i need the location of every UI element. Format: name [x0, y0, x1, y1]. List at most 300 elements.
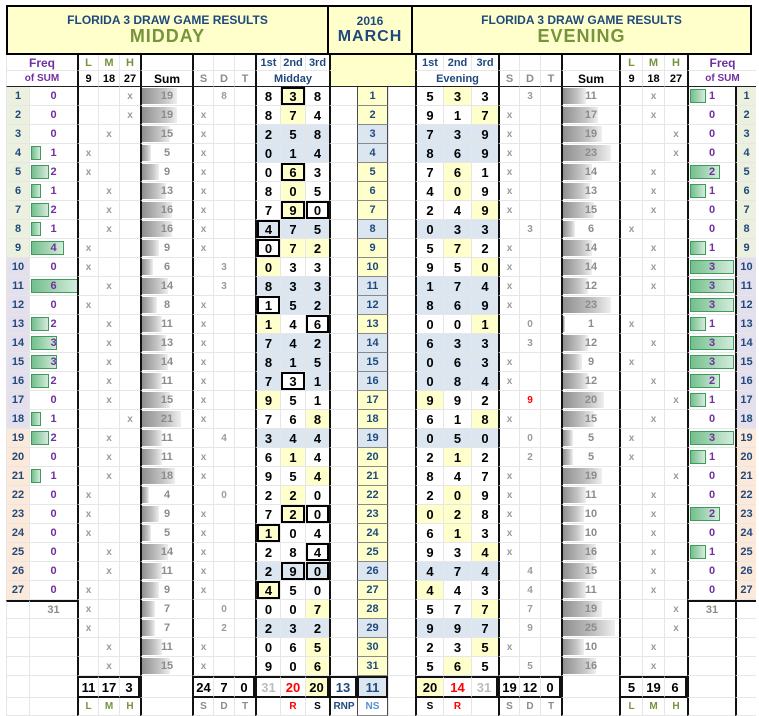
evening-digit-cell[interactable]: 3	[443, 87, 471, 106]
midday-digit-cell[interactable]: 1	[255, 315, 280, 334]
sum-cell[interactable]: 9	[140, 505, 192, 524]
lmh-mark-cell[interactable]	[119, 619, 140, 638]
sdt-cell[interactable]: x	[498, 182, 519, 201]
sdt-cell[interactable]: x	[498, 125, 519, 144]
draw-position-header[interactable]: 2nd	[443, 55, 471, 71]
total-cell[interactable]	[687, 676, 735, 698]
lmh-mark-cell[interactable]	[98, 486, 119, 505]
row-number[interactable]: 13	[735, 315, 756, 334]
lmh-header[interactable]: L	[77, 55, 98, 71]
sdt-cell[interactable]: 9	[519, 391, 540, 410]
midday-digit-cell[interactable]: 3	[280, 277, 305, 296]
lmh-mark-cell[interactable]	[77, 638, 98, 657]
total-cell[interactable]: 17	[98, 676, 119, 698]
lmh-mark-cell[interactable]	[119, 638, 140, 657]
sdt-cell[interactable]: x	[192, 144, 213, 163]
sum-cell[interactable]: 8	[140, 296, 192, 315]
sum-cell[interactable]: 14	[140, 543, 192, 562]
sdt-cell[interactable]	[192, 600, 213, 619]
total-cell[interactable]: 6	[664, 676, 687, 698]
sdt-cell[interactable]: x	[192, 638, 213, 657]
date-cell[interactable]: 5	[357, 163, 388, 182]
sdt-cell[interactable]: x	[192, 296, 213, 315]
blank-header[interactable]	[519, 55, 540, 71]
date-cell[interactable]: 25	[357, 543, 388, 562]
lmh-mark-cell[interactable]	[77, 315, 98, 334]
sdt-cell[interactable]	[192, 87, 213, 106]
midday-digit-cell[interactable]: 3	[280, 372, 305, 391]
sdt-cell[interactable]	[213, 543, 234, 562]
lmh-mark-cell[interactable]	[119, 315, 140, 334]
freq-cell[interactable]	[687, 657, 735, 676]
blank-header[interactable]	[540, 55, 561, 71]
evening-digit-cell[interactable]: 9	[471, 182, 498, 201]
sdt-cell[interactable]	[540, 448, 561, 467]
sdt-cell[interactable]: 5	[519, 657, 540, 676]
sdt-cell[interactable]	[192, 429, 213, 448]
lmh-mark-cell[interactable]	[119, 277, 140, 296]
sdt-cell[interactable]	[213, 410, 234, 429]
lmh-mark-cell[interactable]	[119, 467, 140, 486]
sdt-cell[interactable]: 3	[519, 87, 540, 106]
row-number[interactable]: 7	[6, 201, 29, 220]
lmh-mark-cell[interactable]	[664, 524, 687, 543]
lmh-mark-cell[interactable]	[119, 163, 140, 182]
evening-digit-cell[interactable]: 0	[415, 220, 443, 239]
midday-digit-cell[interactable]: 7	[280, 239, 305, 258]
sdt-cell[interactable]	[519, 467, 540, 486]
midday-digit-cell[interactable]: 2	[255, 619, 280, 638]
draw-position-header[interactable]: 1st	[255, 55, 280, 71]
lmh-mark-cell[interactable]	[119, 524, 140, 543]
evening-digit-cell[interactable]: 3	[471, 334, 498, 353]
sdt-cell[interactable]	[540, 467, 561, 486]
lmh-mark-cell[interactable]: x	[619, 353, 642, 372]
sdt-cell[interactable]	[213, 391, 234, 410]
evening-digit-cell[interactable]: 1	[443, 524, 471, 543]
lmh-mark-cell[interactable]: x	[642, 258, 664, 277]
evening-digit-cell[interactable]: 0	[415, 315, 443, 334]
sum-cell[interactable]: 1	[561, 315, 619, 334]
blank-header[interactable]	[561, 55, 619, 71]
lmh-mark-cell[interactable]	[619, 524, 642, 543]
lmh-mark-cell[interactable]	[664, 448, 687, 467]
sum-cell[interactable]: 20	[561, 391, 619, 410]
midday-digit-cell[interactable]: 6	[280, 638, 305, 657]
sdt-cell[interactable]	[192, 619, 213, 638]
total-cell[interactable]	[140, 676, 192, 698]
midday-digit-cell[interactable]: 7	[255, 505, 280, 524]
sdt-cell[interactable]	[498, 391, 519, 410]
total-cell[interactable]: 19	[498, 676, 519, 698]
sdt-header[interactable]: T	[540, 71, 561, 87]
row-number[interactable]: 5	[735, 163, 756, 182]
evening-digit-cell[interactable]: 1	[415, 277, 443, 296]
midday-digit-cell[interactable]: 5	[280, 391, 305, 410]
evening-digit-cell[interactable]: 1	[443, 448, 471, 467]
lmh-mark-cell[interactable]	[77, 372, 98, 391]
sdt-cell[interactable]: x	[192, 657, 213, 676]
freq-cell[interactable]: 3	[687, 429, 735, 448]
evening-digit-cell[interactable]: 9	[415, 543, 443, 562]
midday-digit-cell[interactable]: 0	[280, 600, 305, 619]
evening-digit-cell[interactable]: 6	[415, 410, 443, 429]
sum-cell[interactable]: 14	[561, 239, 619, 258]
sdt-cell[interactable]	[540, 144, 561, 163]
evening-digit-cell[interactable]: 8	[443, 372, 471, 391]
row-number[interactable]: 14	[6, 334, 29, 353]
lmh-mark-cell[interactable]: x	[642, 163, 664, 182]
sdt-cell[interactable]	[213, 220, 234, 239]
lmh-header[interactable]: M	[642, 55, 664, 71]
evening-digit-cell[interactable]: 7	[471, 619, 498, 638]
sdt-cell[interactable]: 3	[213, 277, 234, 296]
blank-header[interactable]	[192, 55, 213, 71]
lmh-mark-cell[interactable]	[98, 163, 119, 182]
lmh-mark-cell[interactable]	[77, 448, 98, 467]
date-cell[interactable]: 9	[357, 239, 388, 258]
freq-cell[interactable]: 3	[687, 258, 735, 277]
row-number[interactable]: 21	[735, 467, 756, 486]
evening-digit-cell[interactable]: 5	[415, 239, 443, 258]
midday-digit-cell[interactable]: 9	[255, 467, 280, 486]
row-number[interactable]: 15	[735, 353, 756, 372]
midday-digit-cell[interactable]: 0	[255, 258, 280, 277]
lmh-mark-cell[interactable]: x	[642, 106, 664, 125]
evening-digit-cell[interactable]: 1	[443, 410, 471, 429]
lmh-mark-cell[interactable]	[664, 87, 687, 106]
lmh-mark-cell[interactable]: x	[642, 657, 664, 676]
sdt-cell[interactable]: 2	[213, 619, 234, 638]
evening-digit-cell[interactable]: 7	[415, 163, 443, 182]
sum-cell[interactable]: 9	[140, 581, 192, 600]
sdt-header[interactable]: S	[498, 71, 519, 87]
freq-cell[interactable]: 0	[29, 87, 77, 106]
midday-digit-cell[interactable]: 3	[305, 258, 329, 277]
lmh-mark-cell[interactable]	[619, 144, 642, 163]
midday-digit-cell[interactable]: 6	[280, 410, 305, 429]
sdt-cell[interactable]	[213, 657, 234, 676]
sdt-cell[interactable]	[519, 372, 540, 391]
sum-cell[interactable]: 23	[561, 144, 619, 163]
lmh-mark-cell[interactable]: x	[98, 657, 119, 676]
sdt-cell[interactable]	[234, 201, 255, 220]
sdt-cell[interactable]	[234, 372, 255, 391]
midday-digit-cell[interactable]: 7	[255, 334, 280, 353]
range-header[interactable]: 18	[642, 71, 664, 87]
sdt-cell[interactable]	[234, 562, 255, 581]
sdt-cell[interactable]	[213, 144, 234, 163]
sdt-cell[interactable]	[540, 87, 561, 106]
midday-digit-cell[interactable]: 2	[255, 562, 280, 581]
sdt-cell[interactable]	[540, 619, 561, 638]
midday-digit-cell[interactable]: 0	[280, 182, 305, 201]
date-cell[interactable]: 8	[357, 220, 388, 239]
freq-cell[interactable]: 0	[29, 106, 77, 125]
freq-cell[interactable]: 1	[687, 448, 735, 467]
sdt-cell[interactable]	[213, 334, 234, 353]
lmh-mark-cell[interactable]	[619, 201, 642, 220]
sdt-cell[interactable]: x	[498, 144, 519, 163]
lmh-mark-cell[interactable]	[77, 429, 98, 448]
sdt-cell[interactable]: x	[192, 562, 213, 581]
sdt-cell[interactable]: 9	[519, 619, 540, 638]
lmh-mark-cell[interactable]	[119, 657, 140, 676]
lmh-mark-cell[interactable]	[619, 467, 642, 486]
lmh-mark-cell[interactable]	[664, 315, 687, 334]
date-cell[interactable]: 10	[357, 258, 388, 277]
sdt-cell[interactable]	[519, 182, 540, 201]
sdt-cell[interactable]	[519, 277, 540, 296]
row-number[interactable]: 27	[6, 581, 29, 600]
lmh-mark-cell[interactable]	[619, 239, 642, 258]
freq-cell[interactable]: 3	[29, 334, 77, 353]
lmh-header[interactable]: L	[619, 55, 642, 71]
row-number[interactable]: 19	[6, 429, 29, 448]
sdt-cell[interactable]: x	[498, 201, 519, 220]
sdt-cell[interactable]	[213, 296, 234, 315]
freq-cell[interactable]: 1	[29, 182, 77, 201]
lmh-mark-cell[interactable]: x	[77, 144, 98, 163]
sdt-cell[interactable]	[519, 410, 540, 429]
sdt-cell[interactable]: x	[192, 391, 213, 410]
lmh-mark-cell[interactable]	[77, 467, 98, 486]
midday-digit-cell[interactable]: 7	[280, 106, 305, 125]
sdt-cell[interactable]: x	[498, 296, 519, 315]
sum-cell[interactable]: 19	[561, 600, 619, 619]
sdt-cell[interactable]	[234, 619, 255, 638]
lmh-mark-cell[interactable]	[642, 429, 664, 448]
lmh-mark-cell[interactable]: x	[664, 619, 687, 638]
midday-digit-cell[interactable]: 8	[305, 87, 329, 106]
lmh-mark-cell[interactable]	[664, 296, 687, 315]
lmh-mark-cell[interactable]: x	[619, 220, 642, 239]
lmh-mark-cell[interactable]	[619, 277, 642, 296]
sdt-cell[interactable]	[498, 334, 519, 353]
lmh-mark-cell[interactable]	[642, 467, 664, 486]
row-number[interactable]: 3	[735, 125, 756, 144]
lmh-mark-cell[interactable]	[98, 410, 119, 429]
midday-digit-cell[interactable]: 0	[305, 505, 329, 524]
midday-digit-cell[interactable]: 5	[280, 125, 305, 144]
midday-digit-cell[interactable]: 7	[255, 201, 280, 220]
freq-cell[interactable]: 1	[687, 87, 735, 106]
sdt-cell[interactable]: x	[192, 372, 213, 391]
midday-digit-cell[interactable]: 0	[305, 562, 329, 581]
freq-cell[interactable]	[29, 638, 77, 657]
sdt-cell[interactable]	[234, 125, 255, 144]
sdt-cell[interactable]	[540, 372, 561, 391]
lmh-mark-cell[interactable]	[77, 220, 98, 239]
lmh-mark-cell[interactable]	[619, 87, 642, 106]
sdt-cell[interactable]	[540, 562, 561, 581]
row-number[interactable]: 2	[6, 106, 29, 125]
sdt-cell[interactable]	[540, 182, 561, 201]
midday-digit-cell[interactable]: 6	[305, 315, 329, 334]
evening-digit-cell[interactable]: 8	[471, 505, 498, 524]
sum-header[interactable]: Sum	[140, 71, 192, 87]
freq-cell[interactable]: 2	[29, 163, 77, 182]
date-cell[interactable]: 15	[357, 353, 388, 372]
sum-cell[interactable]: 14	[561, 258, 619, 277]
midday-digit-cell[interactable]: 3	[305, 277, 329, 296]
sdt-cell[interactable]: 0	[213, 486, 234, 505]
sdt-cell[interactable]	[540, 429, 561, 448]
lmh-mark-cell[interactable]: x	[642, 505, 664, 524]
date-cell[interactable]: 28	[357, 600, 388, 619]
sdt-cell[interactable]	[213, 353, 234, 372]
lmh-mark-cell[interactable]: x	[98, 201, 119, 220]
row-number[interactable]	[735, 619, 756, 638]
sdt-cell[interactable]	[498, 220, 519, 239]
sdt-cell[interactable]	[498, 429, 519, 448]
row-number[interactable]: 17	[6, 391, 29, 410]
sdt-cell[interactable]: x	[192, 239, 213, 258]
evening-digit-cell[interactable]: 4	[415, 581, 443, 600]
sum-cell[interactable]: 5	[140, 524, 192, 543]
sum-cell[interactable]: 14	[140, 277, 192, 296]
midday-digit-cell[interactable]: 4	[305, 144, 329, 163]
sdt-cell[interactable]	[234, 524, 255, 543]
midday-digit-cell[interactable]: 7	[305, 600, 329, 619]
sdt-cell[interactable]	[519, 201, 540, 220]
sdt-cell[interactable]: x	[192, 505, 213, 524]
lmh-header[interactable]: M	[98, 55, 119, 71]
midday-digit-cell[interactable]: 4	[280, 315, 305, 334]
evening-digit-cell[interactable]: 2	[415, 486, 443, 505]
sdt-cell[interactable]: x	[192, 581, 213, 600]
total-cell[interactable]: 11	[357, 676, 388, 698]
sum-cell[interactable]: 11	[140, 638, 192, 657]
draw-position-header[interactable]: 2nd	[280, 55, 305, 71]
sum-cell[interactable]: 16	[140, 201, 192, 220]
sdt-cell[interactable]	[498, 87, 519, 106]
evening-digit-cell[interactable]: 2	[443, 505, 471, 524]
row-number[interactable]: 13	[6, 315, 29, 334]
sum-cell[interactable]: 19	[140, 106, 192, 125]
evening-digit-cell[interactable]: 6	[443, 163, 471, 182]
row-number[interactable]: 27	[735, 581, 756, 600]
lmh-mark-cell[interactable]: x	[642, 182, 664, 201]
freq-cell[interactable]: 0	[29, 505, 77, 524]
lmh-mark-cell[interactable]: x	[642, 334, 664, 353]
freq-cell[interactable]: 0	[687, 201, 735, 220]
sdt-cell[interactable]	[192, 486, 213, 505]
lmh-mark-cell[interactable]	[98, 619, 119, 638]
sdt-cell[interactable]	[213, 638, 234, 657]
freq-cell[interactable]: 2	[29, 315, 77, 334]
sdt-cell[interactable]	[213, 125, 234, 144]
lmh-mark-cell[interactable]	[77, 543, 98, 562]
freq-cell[interactable]: 1	[687, 182, 735, 201]
sum-cell[interactable]: 25	[561, 619, 619, 638]
sum-cell[interactable]: 14	[140, 353, 192, 372]
midday-digit-cell[interactable]: 5	[305, 638, 329, 657]
lmh-mark-cell[interactable]: x	[642, 372, 664, 391]
sdt-cell[interactable]	[234, 239, 255, 258]
lmh-mark-cell[interactable]: x	[77, 163, 98, 182]
sdt-cell[interactable]: x	[192, 125, 213, 144]
sdt-cell[interactable]	[519, 258, 540, 277]
lmh-mark-cell[interactable]: x	[77, 600, 98, 619]
lmh-mark-cell[interactable]: x	[98, 315, 119, 334]
midday-digit-cell[interactable]: 4	[305, 448, 329, 467]
freq-cell[interactable]: 3	[687, 334, 735, 353]
date-cell[interactable]: 7	[357, 201, 388, 220]
sum-cell[interactable]: 17	[561, 106, 619, 125]
lmh-mark-cell[interactable]: x	[642, 581, 664, 600]
midday-digit-cell[interactable]: 9	[280, 562, 305, 581]
midday-digit-cell[interactable]: 8	[305, 125, 329, 144]
evening-digit-cell[interactable]: 4	[443, 467, 471, 486]
date-cell[interactable]: 20	[357, 448, 388, 467]
row-number[interactable]: 10	[6, 258, 29, 277]
evening-header[interactable]: Evening	[415, 71, 498, 87]
lmh-mark-cell[interactable]: x	[77, 258, 98, 277]
lmh-mark-cell[interactable]	[77, 277, 98, 296]
midday-digit-cell[interactable]: 4	[305, 543, 329, 562]
lmh-mark-cell[interactable]: x	[98, 334, 119, 353]
sum-cell[interactable]: 16	[561, 657, 619, 676]
midday-digit-cell[interactable]: 3	[280, 619, 305, 638]
evening-digit-cell[interactable]: 0	[415, 429, 443, 448]
lmh-mark-cell[interactable]: x	[98, 562, 119, 581]
lmh-mark-cell[interactable]	[119, 429, 140, 448]
lmh-mark-cell[interactable]: x	[664, 391, 687, 410]
midday-digit-cell[interactable]: 0	[255, 600, 280, 619]
sum-cell[interactable]: 7	[140, 600, 192, 619]
sdt-cell[interactable]	[234, 467, 255, 486]
date-cell[interactable]: 17	[357, 391, 388, 410]
lmh-mark-cell[interactable]: x	[619, 448, 642, 467]
sdt-cell[interactable]	[519, 144, 540, 163]
lmh-mark-cell[interactable]	[77, 201, 98, 220]
sdt-cell[interactable]: 2	[519, 448, 540, 467]
sdt-cell[interactable]	[540, 201, 561, 220]
evening-digit-cell[interactable]: 4	[471, 277, 498, 296]
lmh-mark-cell[interactable]	[642, 619, 664, 638]
evening-digit-cell[interactable]: 4	[471, 543, 498, 562]
lmh-mark-cell[interactable]: x	[664, 144, 687, 163]
lmh-header[interactable]: H	[119, 55, 140, 71]
midday-digit-cell[interactable]: 5	[305, 353, 329, 372]
lmh-mark-cell[interactable]: x	[664, 600, 687, 619]
date-cell[interactable]: 30	[357, 638, 388, 657]
sdt-cell[interactable]	[540, 410, 561, 429]
row-number[interactable]	[735, 638, 756, 657]
sdt-cell[interactable]	[234, 505, 255, 524]
sdt-cell[interactable]	[213, 201, 234, 220]
sdt-cell[interactable]	[498, 562, 519, 581]
sdt-cell[interactable]	[234, 87, 255, 106]
evening-digit-cell[interactable]: 5	[443, 429, 471, 448]
lmh-mark-cell[interactable]	[119, 258, 140, 277]
lmh-mark-cell[interactable]	[619, 543, 642, 562]
freq-cell[interactable]: 0	[29, 448, 77, 467]
freq-cell[interactable]: 1	[687, 239, 735, 258]
freq-cell[interactable]: 0	[687, 410, 735, 429]
total-cell[interactable]: 24	[192, 676, 213, 698]
lmh-mark-cell[interactable]	[619, 486, 642, 505]
lmh-mark-cell[interactable]	[664, 543, 687, 562]
lmh-mark-cell[interactable]: x	[77, 296, 98, 315]
lmh-mark-cell[interactable]: x	[642, 239, 664, 258]
lmh-mark-cell[interactable]	[619, 106, 642, 125]
midday-digit-cell[interactable]: 0	[305, 201, 329, 220]
sdt-cell[interactable]	[540, 277, 561, 296]
lmh-mark-cell[interactable]	[664, 258, 687, 277]
sdt-cell[interactable]	[234, 353, 255, 372]
